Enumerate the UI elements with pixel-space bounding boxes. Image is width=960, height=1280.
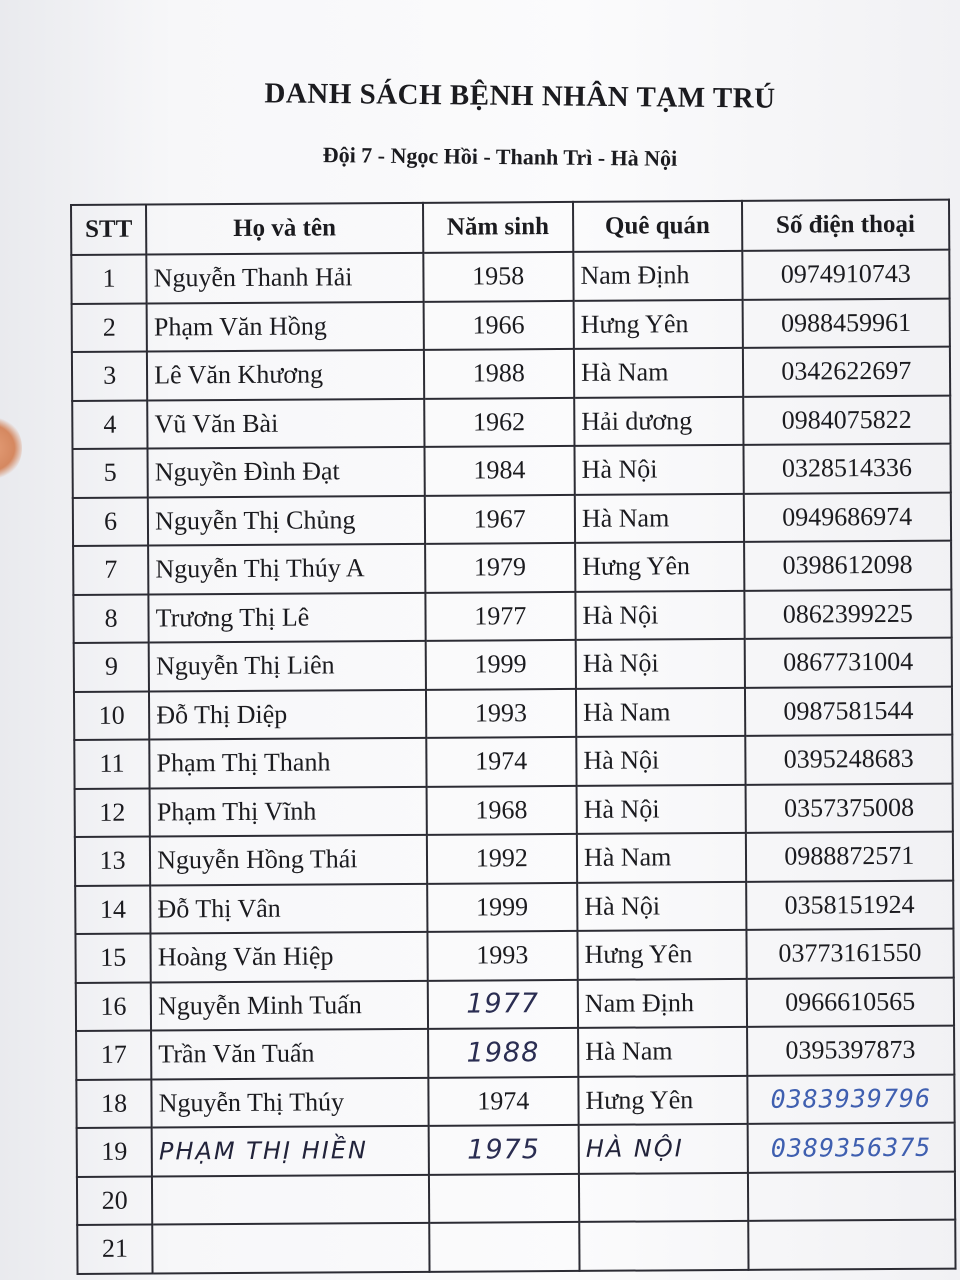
cell-hometown: Hà Nội <box>575 590 744 640</box>
cell-year: 1968 <box>426 785 577 834</box>
cell-stt: 14 <box>75 885 150 934</box>
cell-stt: 7 <box>73 546 148 595</box>
cell-year: 1977 <box>425 591 576 640</box>
cell-name: Trương Thị Lê <box>149 592 426 642</box>
cell-stt: 11 <box>74 740 149 789</box>
cell-phone <box>748 1220 956 1270</box>
cell-year: 1993 <box>427 931 578 980</box>
table-row <box>72 347 950 401</box>
cell-stt: 18 <box>76 1079 151 1128</box>
cell-stt: 13 <box>75 837 150 886</box>
cell-year: 1979 <box>425 543 576 592</box>
cell-year <box>429 1173 580 1222</box>
cell-phone: 0974910743 <box>742 250 950 300</box>
cell-stt: 16 <box>76 982 151 1031</box>
cell-phone: 0988459961 <box>742 298 950 348</box>
cell-stt: 8 <box>73 594 148 643</box>
patient-table-container <box>70 199 960 1275</box>
header-hometown: Quê quán <box>573 201 742 252</box>
cell-hometown: Hà Nội <box>576 639 745 689</box>
cell-phone: 0395397873 <box>747 1026 955 1076</box>
cell-phone: 0988872571 <box>746 832 954 882</box>
cell-name: Đỗ Thị Vân <box>150 883 427 933</box>
table-row <box>75 832 953 886</box>
cell-year: 1992 <box>426 834 577 883</box>
header-phone: Số điện thoại <box>742 200 950 251</box>
cell-phone: 0342622697 <box>743 347 951 397</box>
cell-year <box>429 1222 580 1271</box>
cell-name: Nguyễn Thị Chủng <box>148 495 425 545</box>
cell-name: Vũ Văn Bài <box>147 398 424 448</box>
cell-hometown: Hải dương <box>574 396 743 446</box>
cell-name <box>152 1223 429 1273</box>
table-row <box>75 929 953 983</box>
cell-name: Nguyễn Hồng Thái <box>150 835 427 885</box>
cell-year: 1962 <box>424 397 575 446</box>
cell-hometown: Hà Nội <box>577 881 746 931</box>
table-row <box>75 880 953 934</box>
cell-name <box>152 1174 429 1224</box>
cell-phone: 0867731004 <box>744 638 952 688</box>
document-title: DANH SÁCH BỆNH NHÂN TẠM TRÚ <box>264 77 776 115</box>
cell-stt: 12 <box>75 788 150 837</box>
cell-hometown <box>579 1172 748 1222</box>
cell-name: Nguyễn Minh Tuấn <box>151 980 428 1030</box>
table-row <box>77 1123 955 1177</box>
cell-stt: 19 <box>77 1128 152 1177</box>
cell-stt: 10 <box>74 691 149 740</box>
cell-year: 1988 <box>428 1028 579 1077</box>
table-row <box>71 250 949 304</box>
cell-hometown: Hà Nam <box>575 493 744 543</box>
cell-phone <box>748 1171 956 1221</box>
cell-name: Trần Văn Tuấn <box>151 1029 428 1079</box>
cell-year: 1999 <box>427 882 578 931</box>
table-row <box>72 444 950 498</box>
table-row <box>75 783 953 837</box>
cell-hometown: Nam Định <box>578 978 747 1028</box>
cell-year: 1958 <box>423 252 574 301</box>
cell-phone: 0328514336 <box>743 444 951 494</box>
cell-hometown: Hà Nội <box>577 784 746 834</box>
cell-stt: 21 <box>77 1225 152 1274</box>
cell-stt: 15 <box>75 934 150 983</box>
table-header-row <box>71 200 949 255</box>
cell-hometown: Hưng Yên <box>575 542 744 592</box>
cell-hometown: Hà Nam <box>576 687 745 737</box>
table-row <box>76 1074 954 1128</box>
table-row <box>77 1171 955 1225</box>
cell-hometown: Hưng Yên <box>578 1075 747 1125</box>
cell-year: 1967 <box>424 494 575 543</box>
cell-hometown: Hà Nam <box>574 348 743 398</box>
cell-year: 1974 <box>428 1076 579 1125</box>
header-stt: STT <box>71 205 146 255</box>
cell-phone: 0949686974 <box>743 492 951 542</box>
cell-name: Nguyền Đình Đạt <box>148 447 425 497</box>
table-row <box>74 638 952 692</box>
cell-year: 1988 <box>423 349 574 398</box>
cell-name: Nguyễn Thị Thúy <box>152 1077 429 1127</box>
cell-phone: 0389356375 <box>747 1123 955 1173</box>
cell-name: PHẠM THỊ HIỀN <box>152 1126 429 1176</box>
header-year: Năm sinh <box>423 202 574 253</box>
cell-hometown: Hà Nam <box>577 833 746 883</box>
cell-stt: 2 <box>72 303 147 352</box>
cell-stt: 5 <box>72 449 147 498</box>
cell-year: 1974 <box>426 737 577 786</box>
table-row <box>76 1026 954 1080</box>
cell-stt: 9 <box>74 643 149 692</box>
table-row <box>77 1220 955 1274</box>
cell-hometown <box>579 1221 748 1271</box>
cell-stt: 4 <box>72 400 147 449</box>
cell-phone: 0862399225 <box>744 589 952 639</box>
cell-hometown: Hưng Yên <box>577 930 746 980</box>
cell-phone: 0966610565 <box>746 977 954 1027</box>
cell-stt: 17 <box>76 1031 151 1080</box>
cell-hometown: Nam Định <box>573 251 742 301</box>
table-row <box>74 735 952 789</box>
cell-year: 1975 <box>428 1125 579 1174</box>
cell-phone: 0987581544 <box>745 686 953 736</box>
header-name: Họ và tên <box>146 203 423 255</box>
table-row <box>76 977 954 1031</box>
cell-year: 1984 <box>424 446 575 495</box>
cell-name: Nguyễn Thị Thúy A <box>148 544 425 594</box>
cell-name: Phạm Thị Thanh <box>149 738 426 788</box>
table-row <box>73 541 951 595</box>
cell-hometown: Hà Nam <box>578 1027 747 1077</box>
cell-phone: 0357375008 <box>745 783 953 833</box>
table-row <box>72 298 950 352</box>
cell-phone: 03773161550 <box>746 929 954 979</box>
table-row <box>74 686 952 740</box>
cell-hometown: Hưng Yên <box>574 299 743 349</box>
cell-name: Lê Văn Khương <box>147 350 424 400</box>
table-row <box>73 589 951 643</box>
table-row <box>73 492 951 546</box>
cell-hometown: HÀ NỘI <box>579 1124 748 1174</box>
cell-stt: 1 <box>71 255 146 304</box>
cell-stt: 20 <box>77 1176 152 1225</box>
document-subtitle: Đội 7 - Ngọc Hồi - Thanh Trì - Hà Nội <box>322 142 678 171</box>
cell-stt: 3 <box>72 352 147 401</box>
cell-year: 1999 <box>425 640 576 689</box>
cell-phone: 0398612098 <box>744 541 952 591</box>
cell-year: 1977 <box>427 979 578 1028</box>
cell-name: Hoàng Văn Hiệp <box>151 932 428 982</box>
cell-phone: 0984075822 <box>743 395 951 445</box>
patient-table <box>70 199 957 1275</box>
cell-phone: 0358151924 <box>746 880 954 930</box>
cell-name: Đỗ Thị Diệp <box>149 689 426 739</box>
cell-name: Nguyễn Thanh Hải <box>146 253 423 303</box>
fingertip <box>0 418 22 478</box>
cell-name: Nguyễn Thị Liên <box>149 641 426 691</box>
cell-name: Phạm Văn Hồng <box>147 301 424 351</box>
cell-year: 1966 <box>423 300 574 349</box>
cell-phone: 0383939796 <box>747 1074 955 1124</box>
cell-name: Phạm Thị Vĩnh <box>150 786 427 836</box>
table-row <box>72 395 950 449</box>
cell-hometown: Hà Nội <box>576 736 745 786</box>
cell-year: 1993 <box>426 688 577 737</box>
cell-stt: 6 <box>73 497 148 546</box>
cell-hometown: Hà Nội <box>574 445 743 495</box>
cell-phone: 0395248683 <box>745 735 953 785</box>
